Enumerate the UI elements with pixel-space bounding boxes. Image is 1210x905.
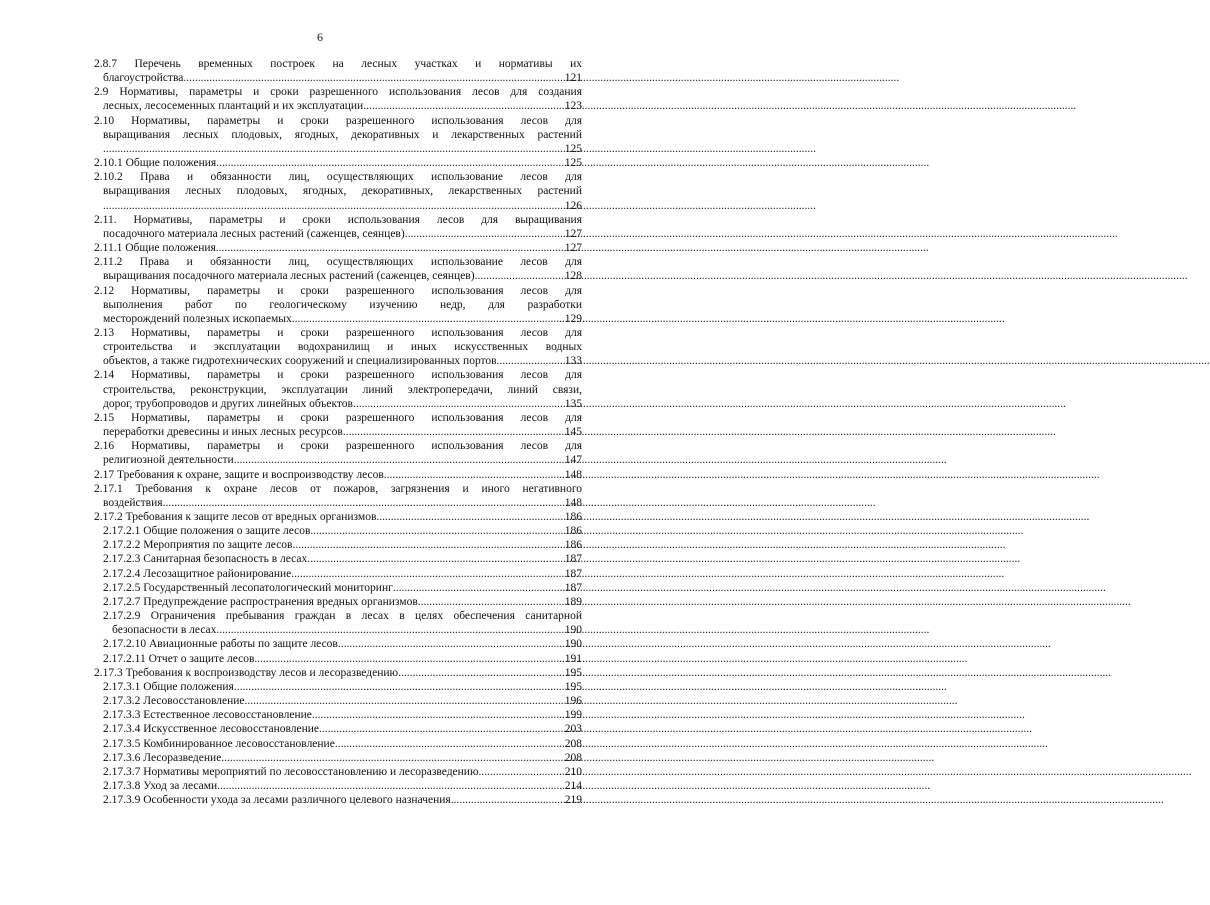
- toc-page-number: 123: [564, 100, 582, 113]
- toc-entry-title: 2.12 Нормативы, параметры и сроки разрешенного использования лесов для: [94, 284, 582, 297]
- toc-page-number: 121: [564, 72, 582, 85]
- toc-page-number: 191: [564, 652, 582, 665]
- toc-page-number: 190: [564, 624, 582, 637]
- toc-page-number: 187: [564, 553, 582, 566]
- toc-entry[interactable]: [94, 765, 582, 779]
- toc-dot-leader: [292, 312, 564, 326]
- toc-dot-leader: [186, 71, 564, 85]
- toc-page-number: 133: [564, 355, 582, 368]
- toc-entry[interactable]: [94, 213, 582, 241]
- toc-page-number: 187: [564, 567, 582, 580]
- toc-entry[interactable]: [94, 156, 582, 170]
- toc-dot-leader: [307, 552, 563, 566]
- toc-page-number: 127: [564, 242, 582, 255]
- toc-entry[interactable]: [94, 666, 582, 680]
- toc-entry[interactable]: [94, 284, 582, 326]
- toc-entry[interactable]: [94, 552, 582, 566]
- toc-dot-leader: [254, 652, 563, 666]
- toc-entry[interactable]: [94, 57, 582, 85]
- toc-entry-title: 2.17.3.6 Лесоразведение: [103, 751, 222, 764]
- toc-entry-title: 2.14 Нормативы, параметры и сроки разрешенного использования лесов для: [94, 369, 582, 382]
- toc-entry[interactable]: [94, 241, 582, 255]
- toc-page-number: 148: [564, 468, 582, 481]
- toc-entry-title: 2.13 Нормативы, параметры и сроки разрешенного использования лесов для: [94, 326, 582, 339]
- toc-page-number: 186: [564, 525, 582, 538]
- toc-entry[interactable]: [94, 567, 582, 581]
- toc-entry[interactable]: [94, 510, 582, 524]
- toc-entry[interactable]: [94, 609, 582, 637]
- toc-entry-title: дорог, трубопроводов и других линейных объектов: [103, 397, 353, 410]
- toc-entry-title: воздействия: [103, 496, 163, 509]
- toc-entry-title: 2.17.2.7 Предупреждение распространения вредных организмов: [103, 595, 418, 608]
- toc-entry-title: 2.16 Нормативы, параметры и сроки разрешенного использования лесов для: [94, 440, 582, 453]
- toc-entry-title: месторождений полезных ископаемых: [103, 312, 292, 325]
- toc-dot-leader: [479, 765, 564, 779]
- toc-entry[interactable]: [94, 468, 582, 482]
- toc-dot-leader: [103, 142, 564, 156]
- toc-entry-title: 2.17.2.2 Мероприятия по защите лесов: [103, 539, 293, 552]
- toc-entry-title: благоустройства.: [103, 72, 187, 85]
- toc-dot-leader: [234, 680, 564, 694]
- toc-entry[interactable]: [94, 368, 582, 410]
- toc-entry[interactable]: [94, 637, 582, 651]
- toc-page-number: 126: [564, 199, 582, 212]
- toc-entry-title: 2.17.2 Требования к защите лесов от вредных организмов: [94, 511, 377, 523]
- toc-entry-title: 2.17.1 Требования к охране лесов от пожаров, загрязнения и иного негативного: [94, 482, 582, 495]
- toc-page-number: 148: [564, 496, 582, 509]
- toc-entry[interactable]: [94, 411, 582, 439]
- toc-dot-leader: [216, 156, 564, 170]
- toc-dot-leader: [292, 538, 563, 552]
- toc-page-number: 203: [564, 723, 582, 736]
- toc-dot-leader: [418, 595, 564, 609]
- toc-page-number: 187: [564, 581, 582, 594]
- toc-entry-title: 2.17.2.5 Государственный лесопатологический мониторинг: [103, 581, 393, 594]
- toc-entry[interactable]: [94, 581, 582, 595]
- toc-page-number: 145: [564, 426, 582, 439]
- toc-entry[interactable]: [94, 722, 582, 736]
- toc-entry-title: 2.10.1 Общие положения: [94, 157, 217, 170]
- toc-dot-leader: [398, 666, 564, 680]
- toc-entry-title: выполнения работ по геологическому изучению недр, для разработки: [103, 298, 582, 311]
- toc-dot-leader: [376, 510, 563, 524]
- toc-dot-leader: [343, 425, 564, 439]
- toc-entry-title: 2.10.2 Права и обязанности лиц, осуществляющих использование лесов для: [94, 171, 582, 184]
- toc-page-number: 210: [564, 765, 582, 778]
- toc-dot-leader: [497, 354, 564, 368]
- toc-page-number: 127: [564, 227, 582, 240]
- toc-dot-leader: [475, 269, 564, 283]
- toc-dot-leader: [217, 779, 564, 793]
- toc-entry[interactable]: [94, 694, 582, 708]
- toc-entry-title: 2.17.3.2 Лесовосстановление: [103, 695, 245, 708]
- toc-dot-leader: [310, 524, 563, 538]
- toc-page-number: 125: [564, 142, 582, 155]
- toc-entry[interactable]: [94, 779, 582, 793]
- toc-entry-title: 2.17.3.1 Общие положения: [103, 680, 234, 693]
- toc-entry-title: 2.11.2 Права и обязанности лиц, осуществляющих использование лесов для: [94, 256, 582, 269]
- toc-dot-leader: [335, 737, 564, 751]
- toc-entry-title: выращивания лесных плодовых, ягодных, декоративных и лекарственных растений: [103, 128, 582, 141]
- toc-dot-leader: [451, 793, 564, 807]
- toc-entry[interactable]: [94, 482, 582, 510]
- toc-entry-title: 2.17.3 Требования к воспроизводству лесов и лесоразведению: [94, 666, 399, 679]
- toc-dot-leader: [245, 694, 564, 708]
- toc-dot-leader: [291, 567, 563, 581]
- toc-dot-leader: [363, 99, 564, 113]
- toc-entry-title: 2.11.1 Общие положения: [94, 242, 216, 255]
- toc-entry[interactable]: [94, 538, 582, 552]
- toc-entry-title: 2.17.3.7 Нормативы мероприятий по лесовосстановлению и лесоразведению: [103, 765, 479, 778]
- toc-entry[interactable]: [94, 114, 582, 156]
- toc-dot-leader: [405, 227, 564, 241]
- toc-entry[interactable]: [94, 326, 582, 368]
- toc-entry-title: 2.17.2.4 Лесозащитное районирование: [103, 567, 292, 580]
- toc-entry-title: 2.17 Требования к охране, защите и воспроизводству лесов.: [94, 468, 387, 481]
- toc-entry-title: 2.17.2.11 Отчет о защите лесов: [103, 652, 255, 665]
- toc-dot-leader: [387, 468, 564, 482]
- toc-dot-leader: [319, 722, 564, 736]
- toc-page-number: 196: [564, 695, 582, 708]
- toc-page-number: 219: [564, 794, 582, 807]
- toc-page-number: 190: [564, 638, 582, 651]
- toc-entry-title: выращивания лесных плодовых, ягодных, декоративных, лекарственных растений: [103, 185, 582, 198]
- toc-entry-title: 2.17.3.5 Комбинированное лесовосстановление: [103, 737, 335, 750]
- toc-entry-title: лесных, лесосеменных плантаций и их эксплуатации: [103, 100, 364, 113]
- toc-dot-leader: [312, 708, 564, 722]
- toc-page-number: 189: [564, 595, 582, 608]
- toc-dot-leader: [338, 637, 564, 651]
- toc-page-number: 208: [564, 751, 582, 764]
- page-number: 6: [317, 30, 323, 44]
- toc-entry[interactable]: [94, 170, 582, 212]
- toc-entry-title: 2.17.3.4 Искусственное лесовосстановление: [103, 723, 320, 736]
- table-of-contents: [94, 57, 582, 807]
- toc-page-number: 195: [564, 666, 582, 679]
- toc-entry-title: безопасности в лесах: [112, 624, 217, 637]
- toc-entry[interactable]: [94, 255, 582, 283]
- toc-entry[interactable]: [94, 652, 582, 666]
- toc-dot-leader: [221, 751, 563, 765]
- toc-page-number: 129: [564, 312, 582, 325]
- toc-entry-title: 2.9 Нормативы, параметры и сроки разрешенного использования лесов для создания: [94, 86, 582, 99]
- toc-entry-title: 2.10 Нормативы, параметры и сроки разрешенного использования лесов для: [94, 114, 582, 127]
- toc-entry-title: 2.17.2.1 Общие положения о защите лесов: [103, 525, 311, 538]
- toc-page-number: 186: [564, 511, 582, 523]
- toc-entry[interactable]: [94, 595, 582, 609]
- toc-entry[interactable]: [94, 737, 582, 751]
- toc-dot-leader: [234, 453, 564, 467]
- toc-page-number: 125: [564, 157, 582, 170]
- toc-entry[interactable]: [94, 751, 582, 765]
- toc-entry-title: посадочного материала лесных растений (саженцев, сеянцев): [103, 227, 405, 240]
- toc-entry-title: строительства, реконструкции, эксплуатации линий электропередачи, линий связи,: [103, 383, 582, 396]
- toc-page-number: 147: [564, 454, 582, 467]
- toc-entry[interactable]: [94, 680, 582, 694]
- toc-entry[interactable]: [94, 439, 582, 467]
- toc-page-number: 135: [564, 397, 582, 410]
- toc-dot-leader: [353, 397, 564, 411]
- toc-entry-title: переработки древесины и иных лесных ресурсов: [103, 426, 343, 439]
- toc-entry-title: 2.17.2.10 Авиационные работы по защите лесов: [103, 638, 338, 651]
- toc-dot-leader: [103, 199, 564, 213]
- toc-page-number: 208: [564, 737, 582, 750]
- toc-entry-title: 2.15 Нормативы, параметры и сроки разрешенного использования лесов для: [94, 411, 582, 424]
- toc-page-number: 186: [564, 539, 582, 552]
- toc-entry[interactable]: [94, 524, 582, 538]
- toc-entry-title: объектов, а также гидротехнических сооружений и специализированных портов: [103, 355, 497, 368]
- toc-entry[interactable]: [94, 708, 582, 722]
- toc-entry-title: 2.17.3.8 Уход за лесами: [103, 779, 218, 792]
- toc-dot-leader: [216, 623, 563, 637]
- toc-page-number: 195: [564, 680, 582, 693]
- toc-entry-title: 2.11. Нормативы, параметры и сроки использования лесов для выращивания: [94, 213, 582, 226]
- toc-dot-leader: [163, 496, 564, 510]
- toc-entry-title: 2.17.2.3 Санитарная безопасность в лесах: [103, 553, 308, 566]
- toc-entry-title: религиозной деятельности: [103, 454, 234, 467]
- toc-entry[interactable]: [94, 793, 582, 807]
- toc-entry-title: 2.17.3.9 Особенности ухода за лесами различного целевого назначения: [103, 794, 451, 807]
- toc-entry-title: 2.17.2.9 Ограничения пребывания граждан в лесах в целях обеспечения санитарной: [103, 610, 582, 623]
- toc-entry-title: выращивания посадочного материала лесных растений (саженцев, сеянцев): [103, 270, 475, 283]
- toc-entry-title: строительства и эксплуатации водохранилищ и иных искусственных водных: [103, 341, 582, 354]
- toc-entry-title: 2.8.7 Перечень временных построек на лесных участках и нормативы их: [94, 58, 582, 70]
- toc-page-number: 128: [564, 270, 582, 283]
- toc-page-number: 199: [564, 709, 582, 722]
- toc-entry-title: 2.17.3.3 Естественное лесовосстановление: [103, 709, 312, 722]
- toc-page-number: 214: [564, 779, 582, 792]
- toc-dot-leader: [393, 581, 564, 595]
- toc-dot-leader: [216, 241, 564, 255]
- toc-entry[interactable]: [94, 85, 582, 113]
